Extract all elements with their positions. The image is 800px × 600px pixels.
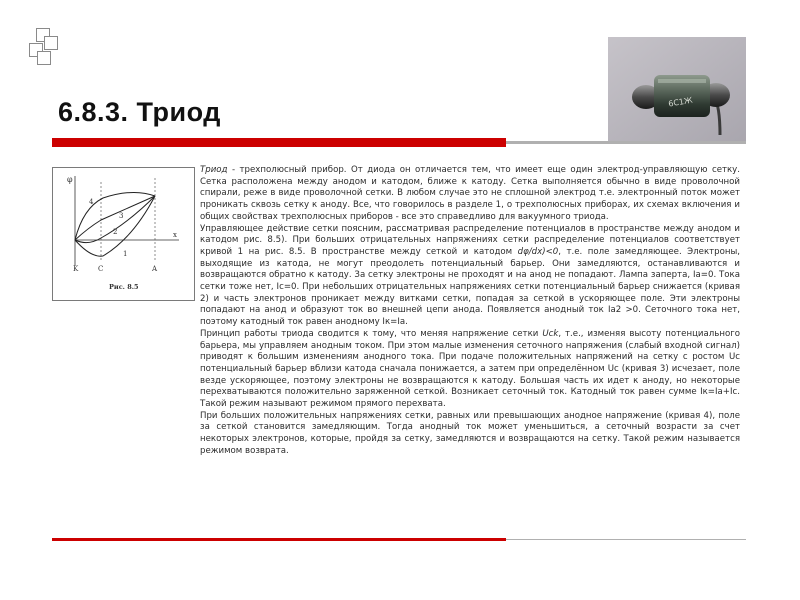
title-divider (52, 138, 746, 147)
curve-label: 3 (119, 212, 124, 220)
divider-gray-bar (506, 141, 746, 144)
y-axis-label: φ (67, 175, 73, 184)
curve-label: 4 (89, 198, 94, 206)
curve-label: 1 (123, 250, 128, 258)
decorative-square (44, 36, 58, 50)
divider-gray-bar (506, 539, 746, 540)
divider-red-bar (52, 138, 506, 147)
figure-caption: Рис. 8.5 (109, 283, 139, 291)
formula: dφ/dx)<0 (517, 246, 559, 257)
tick-label: A (152, 265, 158, 273)
term-triode: Триод (200, 165, 228, 175)
body-text (200, 165, 740, 458)
curve-1 (75, 196, 155, 256)
paragraph: Управляющее действие сетки поясним, рассматривая распределение потенциалов в пространстве между анодом и катодом рис. 8.5). При больших отрицательных напряжениях сетки распределение потенциалов соответствует кривой 1 на рис. 8.5. В пространстве между сеткой и катодом dφ/dx)<0, т.е. поле замедляющее. Электроны, выходящие из катода, не могут преодолеть потенциальный барьер. Они замедляются, останавливаются и возвращаются обратно к катоду. За сетку электроны не проходят и на анод не попадают. Лампа заперта, Ia=0. Тока сетки тоже нет, Ic=0. При небольших отрицательных напряжениях сетки потенциальный барьер снижается (кривая 2) и часть электронов проникает между витками сетки, попадая за сеткой в ускоряющее поле. Эти электроны попадают на анод и образуют ток во внешней цепи анода. Появляется анодный ток Ia2 >0. Сеточного тока нет, поэтому катодный ток равен анодному Iк=Ia. (200, 223, 740, 328)
decorative-square (37, 51, 51, 65)
curve-label: 2 (113, 228, 118, 236)
potential-distribution-figure (52, 167, 195, 301)
paragraph: Триод - трехполюсный прибор. От диода он отличается тем, что имеет еще один электрод-управляющую сетку. Сетка расположена между анодом и катодом, ближе к катоду. Сетка выполняется обычно в виде проволочной спирали, реже в виде проволочной сетки. В любом случае это не сплошной электрод т.е. электронный поток может проникать сквозь сетку к аноду. Все, что говорилось в разделе 1, о трехполюсных приборах, их схемах включения и общих свойствах трехполюсных приборов - все это справедливо для вакуумного триода. (200, 165, 740, 222)
paragraph: При больших положительных напряжениях сетки, равных или превышающих анодное напряжение (кривая 4), поле за сеткой становится замедляющим. Тогда анодный ток может уменьшиться, а сеточный возрасти за счет некоторых электронов, которые, пройдя за сетку, замедляются и возвращаются на сетку. Такой режим называется режимом возврата. (200, 410, 740, 456)
potential-chart (53, 168, 194, 300)
svg-text:6С1Ж: 6С1Ж (667, 95, 694, 109)
footer-divider (52, 538, 746, 541)
triode-photo (608, 37, 746, 142)
paragraph: Принцип работы триода сводится к тому, что меняя напряжение сетки Uck, т.е., изменяя высоту потенциального барьера, мы управляем анодным током. При этом малые изменения сеточного напряжения (слабый входной сигнал) приводят к большим изменениям анодного тока. При подаче положительных напряжений на сетку с ростом Uc потенциальный барьер вблизи катода сначала понижается, а затем при определённом Uc (кривая 3) исчезает, поле везде ускоряющее, поэтому электроны не возвращаются к катоду. Большая часть их идет к аноду, но некоторые перехватываются положительно заряженной сеткой. Возникает сеточный ток. Катодный ток равен сумме Iк=Ia+Ic. Такой режим называют режимом прямого перехвата. (200, 328, 740, 410)
tick-label: C (98, 265, 104, 273)
grid-voltage-term: Uck (542, 328, 559, 339)
page-title: 6.8.3. Триод (58, 97, 221, 127)
tick-label: K (73, 265, 79, 273)
x-axis-label: x (173, 231, 177, 239)
divider-red-bar (52, 538, 506, 541)
